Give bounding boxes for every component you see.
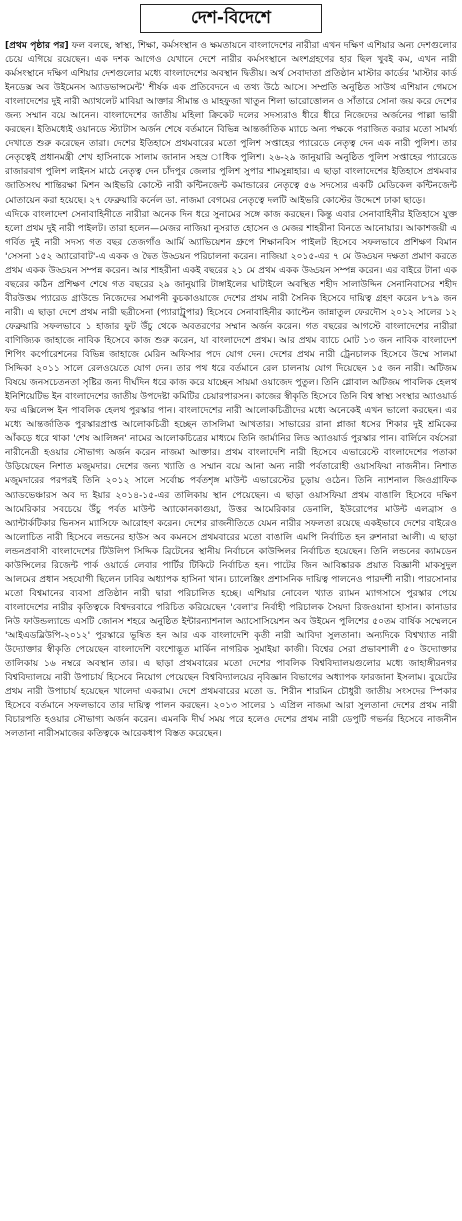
article-body bbox=[5, 39, 457, 741]
paragraph-text: ফল বলছে, স্বাস্থ্য, শিক্ষা, কর্মসংস্থান ও ক্ষমতায়নে বাংলাদেশের নারীরা এখন দক্ষিণ এশিয়ার অন্য দেশগুলোর চেয়ে এগিয়ে রয়েছেন। এক দশক আগেও যেখানে দেশে নারীর কর্মসংস্থানে অংশগ্রহণের হার ছিল খুবই কম, এখন নারী কর্মসংস্থানে দক্ষিণ এশিয়ার দেশগুলোর মধ্যে বাংলাদেশের অবস্থান দ্বিতীয়। অর্থ সেবাদাতা প্রতিষ্ঠান মাস্টার কার্ডের 'মাস্টার কার্ড ইনডেক্স অব উইমেনস অ্যাডভান্সমেন্ট' শীর্ষক এক প্রতিবেদনে এ তথ্য উঠে আসে। সম্প্রতি অনুষ্ঠিত সাউথ এশিয়ান গেমসে বাংলাদেশের দুই নারী অ্যাথলেট মাবিয়া আক্তার সীমান্ত ও মাহফুজা খাতুন শিলা ভারোত্তোলন ও সাঁতারে সোনা জয় করে দেশের জন্য সম্মান বয়ে আনেন। বাংলাদেশের জাতীয় মহিলা ক্রিকেট দলের সদস্যরাও ধীরে ধীরে নিজেদের অর্জনের পাল্লা ভারী করছেন। ইতিমধ্যেই ওয়ানডে স্ট্যাটাস অর্জন শেষে বর্তমানে বিভিন্ন আন্তর্জাতিক ম্যাচে অন্য পক্ষকে পরাজিত করার মতো সামর্থ্য দেখাতে শুরু করেছেন তারা। দেশের ইতিহাসে প্রথমবারের মতো পুলিশ সপ্তাহের প্যারেডে নেতৃত্ব দেন এক নারী পুলিশ। তার নেতৃত্বেই প্রধানমন্ত্রী শেখ হাসিনাকে সালাম জানান সহস্র াধিক পুলিশ। ২৬-২৯ জানুয়ারি অনুষ্ঠিত পুলিশ সপ্তাহের প্যারেডে রাজারবাগ পুলিশ লাইনস মাঠে নেতৃত্ব দেন চাঁদপুর জেলার পুলিশ সুপার শামসুন্নাহার। এ ছাড়া বাংলাদেশের ইতিহাসে প্রথমবার জাতিসংঘ শান্তিরক্ষা মিশন আইভরি কোস্টে নারী কন্টিনজেন্ট কমান্ডারের নেতৃত্বে ৫৬ সদস্যের একটি মেডিকেল কন্টিনজেন্ট মোতায়েন করা হয়েছে। ২৭ ফেব্রুয়ারি কর্নেল ডা. নাজমা বেগমের নেতৃত্বে দলটি আইভরি কোস্টের উদ্দেশে ঢাকা ছাড়ে। bbox=[5, 41, 457, 206]
news-article-page bbox=[5, 4, 457, 1217]
continuation-marker: [প্রথম পৃষ্ঠার পর] bbox=[5, 41, 69, 51]
article-paragraph: এদিকে বাংলাদেশ সেনাবাহিনীতে নারীরা অনেক দিন ধরে সুনামের সঙ্গে কাজ করছেন। কিন্তু এবার সেনাবাহিনীর ইতিহাসে যুক্ত হলো প্রথম দুই নারী পাইলট। তারা হলেন—মেজর নাজিয়া নুসরাত হোসেন ও মেজর শাহরীনা বিনতে আনোয়ার। আকাশজয়ী এ গর্বিত দুই নারী সদস্য গত বছর তেজগাঁও আর্মি অ্যাভিয়েশন গ্রুপে শিক্ষানবিস পাইলট হিসেবে সফলভাবে প্রশিক্ষণ বিমান 'সেসনা ১৫২ অ্যারোবাট'-এ একক ও দ্বৈত উড্ডয়ন পরিচালনা করেন। নাজিয়া ২০১৫-এর ৭ মে উড্ডয়ন দক্ষতা প্রমাণ করতে প্রথম একক উড্ডয়ন সম্পন্ন করেন। আর শাহরীনা একই বছরের ২১ মে প্রথম একক উড্ডয়ন সম্পন্ন করেন। এর বাইরে টানা এক বছরের কঠিন প্রশিক্ষণ শেষে গত বছরের ২৯ জানুয়ারি টাঙ্গাইলের ঘাটাইলে অবস্থিত শহীদ সালাউদ্দিন সেনানিবাসের শহীদ বীরউত্তম প্যারেড গ্রাউন্ডে নিজেদের সমাপনী কুচকাওয়াজে দেশের প্রথম নারী সৈনিক হিসেবে দায়িত্ব গ্রহণ করেন ৮৭৯ জন নারী। এ ছাড়া দেশে প্রথম নারী ছত্রীসেনা (প্যারাট্রুপার) হিসেবে সেনাবাহিনীর ক্যাপ্টেন জান্নাতুল ফেরদৌস ২০১২ সালের ১২ ফেব্রুয়ারি সফলভাবে ১ হাজার ফুট উঁচু থেকে অবতরণের সম্মান অর্জন করেন। গত বছরের আগস্টে বাংলাদেশের নারীরা বাণিজ্যিক জাহাজে নাবিক হিসেবে কাজ শুরু করেন, যা বাংলাদেশে প্রথম। আর প্রথম ব্যাচে মোট ১৩ জন নাবিক বাংলাদেশ শিপিং কর্পোরেশনের বিভিন্ন জাহাজে মেরিন অফিসার পদে যোগ দেন। দেশের প্রথম নারী ট্রেনচালক হিসেবে উম্মে সালমা সিদ্দিকা ২০১১ সালে রেলওয়েতে যোগ দেন। তার পথ ধরে বর্তমানে রেল চালনায় যোগ দিয়েছেন ১৫ জন নারী। অটিজম বিষয়ে জনসচেতনতা সৃষ্টির জন্য দীর্ঘদিন ধরে কাজ করে যাচ্ছেন সায়মা ওয়াজেদ পুতুল। তিনি গ্লোবাল অটিজম পাবলিক হেলথ ইনিশিয়েটিভ ইন বাংলাদেশের জাতীয় উপদেষ্টা কমিটির চেয়ারপারসন। কাজের স্বীকৃতি হিসেবে তিনি বিশ্ব স্বাস্থ্য সংস্থার অ্যাওয়ার্ড ফর এক্সিলেন্স ইন পাবলিক হেলথ পুরস্কার পান। বাংলাদেশের নারী আলোকচিত্রীদের মধ্যে অনেকেই এখন ভালো করছেন। এর মধ্যে আন্তর্জাতিক পুরস্কারপ্রাপ্ত আলোকচিত্রী হচ্ছেন তাসলিমা আখতার। সাভারের রানা প্লাজা ধসের শিকার দুই শ্রমিকের আঁকড়ে ধরে থাকা 'শেষ আলিঙ্গন' নামের আলোকচিত্রের মাধ্যমে তিনি জার্মানির লিড অ্যাওয়ার্ড পুরস্কার পান। বার্লিনে বর্ষসেরা নারীনেত্রী হওয়ার সৌভাগ্য অর্জন করেন নাজমা আক্তার। প্রথম বাংলাদেশি নারী হিসেবে এভারেস্টে বাংলাদেশের পতাকা উড়িয়েছেন নিশাত মজুমদার। দেশের জন্য খ্যাতি ও সম্মান বয়ে আনা অন্য নারী পর্বতারোহী ওয়াসফিয়া নাজনীন। নিশাত মজুমদারের পরপরই তিনি ২০১২ সালে সর্বোচ্চ পর্বতশৃঙ্গ মাউন্ট এভারেস্টের চূড়ায় ওঠেন। তিনি ন্যাশনাল জিওগ্রাফিক অ্যাডভেঞ্চারস অব দ্য ইয়ার ২০১৪-১৫-এর তালিকায় স্থান পেয়েছেন। এ ছাড়া ওয়াসফিয়া প্রথম বাঙালি হিসেবে দক্ষিণ আমেরিকার সবচেয়ে উঁচু পর্বত মাউন্ট অ্যাকোনকাগুয়া, উত্তর আমেরিকার ডেনালি, ইউরোপের মাউন্ট এলব্রাস ও অ্যান্টার্কটিকার ভিনসন ম্যাসিফে আরোহণ করেন। দেশের রাজনীতিতে যেমন নারীর সফলতা রয়েছে একইভাবে দেশের বাইরেও আলোচিত নারী হিসেবে লন্ডনের হাউস অব কমনসে প্রথমবারের মতো বাঙালি এমপি নির্বাচিত হন রুশনারা আলী। এ ছাড়া লন্ডনপ্রবাসী বাংলাদেশের টিউলিপ সিদ্দিক ব্রিটেনের স্থানীয় নির্বাচনে কাউন্সিলর নির্বাচিত হয়েছেন। তিনি লন্ডনের ক্যামডেন কাউন্সিলের রিজেন্ট পার্ক ওয়ার্ডে লেবার পার্টির টিকিটে নির্বাচিত হন। পাটের জিন আবিষ্কারক প্রয়াত বিজ্ঞানী মাকসুদুল আলমের প্রধান সহযোগী ছিলেন ঢাবির অধ্যাপক হাসিনা খান। চ্যালেঞ্জিং প্রশাসনিক দায়িত্ব পালনেও পারদর্শী নারী। পারসোনার মতো বিশ্বমানের ব্যবসা প্রতিষ্ঠান নারী দ্বারা পরিচালিত হচ্ছে। এশিয়ার নোবেল খ্যাত র‍্যামন ম্যাগসাসে পুরস্কার পেয়ে বাংলাদেশের নারীর কৃতিত্বকে বিশ্বদরবারে পরিচিত করিয়েছেন 'বেলা'র নির্বাহী পরিচালক সৈয়দা রিজওয়ানা হাসান। কানাডার নিউ ফাউন্ডল্যান্ডে এসটি জোনস শহরে অনুষ্ঠিত ইন্টারন্যাশনাল অ্যাসোসিয়েশন অব উইমেন পুলিশের ৫০তম বার্ষিক সম্মেলনে 'আইএডব্লিউপি-২০১২' পুরস্কারে ভূষিত হন আর এক বাংলাদেশি কৃতী নারী আবিদা সুলতানা। অন্যদিকে বিশ্বখ্যাত নারী উদ্যোক্তার স্বীকৃতি পেয়েছেন বাংলাদেশি বংশোদ্ভূত মার্কিন নাগরিক সুমাইয়া কাজী। বিশ্বের সেরা প্রভাবশালী ৫০ উদ্যোক্তার তালিকায় ১৬ নম্বরে অবস্থান তার। এ ছাড়া প্রথমবারের মতো দেশের পাবলিক বিশ্ববিদ্যালয়গুলোর মধ্যে জাহাঙ্গীরনগর বিশ্ববিদ্যালয়ে নারী উপাচার্য হিসেবে নিয়োগ পেয়েছেন বিশ্ববিদ্যালয়ের নৃবিজ্ঞান বিভাগের অধ্যাপক ফারজানা ইসলাম। বুয়েটের প্রথম নারী উপাচার্য হয়েছেন খালেদা একরাম। দেশে প্রথমবারের মতো ড. শিরীন শারমিন চৌধুরী জাতীয় সংসদের স্পিকার হিসেবে বর্তমানে সফলভাবে তার দায়িত্ব পালন করছেন। ২০১৩ সালের ১ এপ্রিল নাজমা আরা সুলতানা দেশের প্রথম নারী বিচারপতি হওয়ার সৌভাগ্য অর্জন করেন। এমনকি দীর্ঘ সময় পরে হলেও দেশের প্রথম নারী ডেপুটি গভর্নর হিসেবে নাজনীন সলতানা নারীসমাজের কতিত্বকে আরেকধাপ বিস্তত করেছেন। bbox=[5, 209, 457, 740]
section-headline: দেশ-বিদেশে bbox=[140, 4, 322, 33]
article-paragraph bbox=[5, 39, 457, 208]
